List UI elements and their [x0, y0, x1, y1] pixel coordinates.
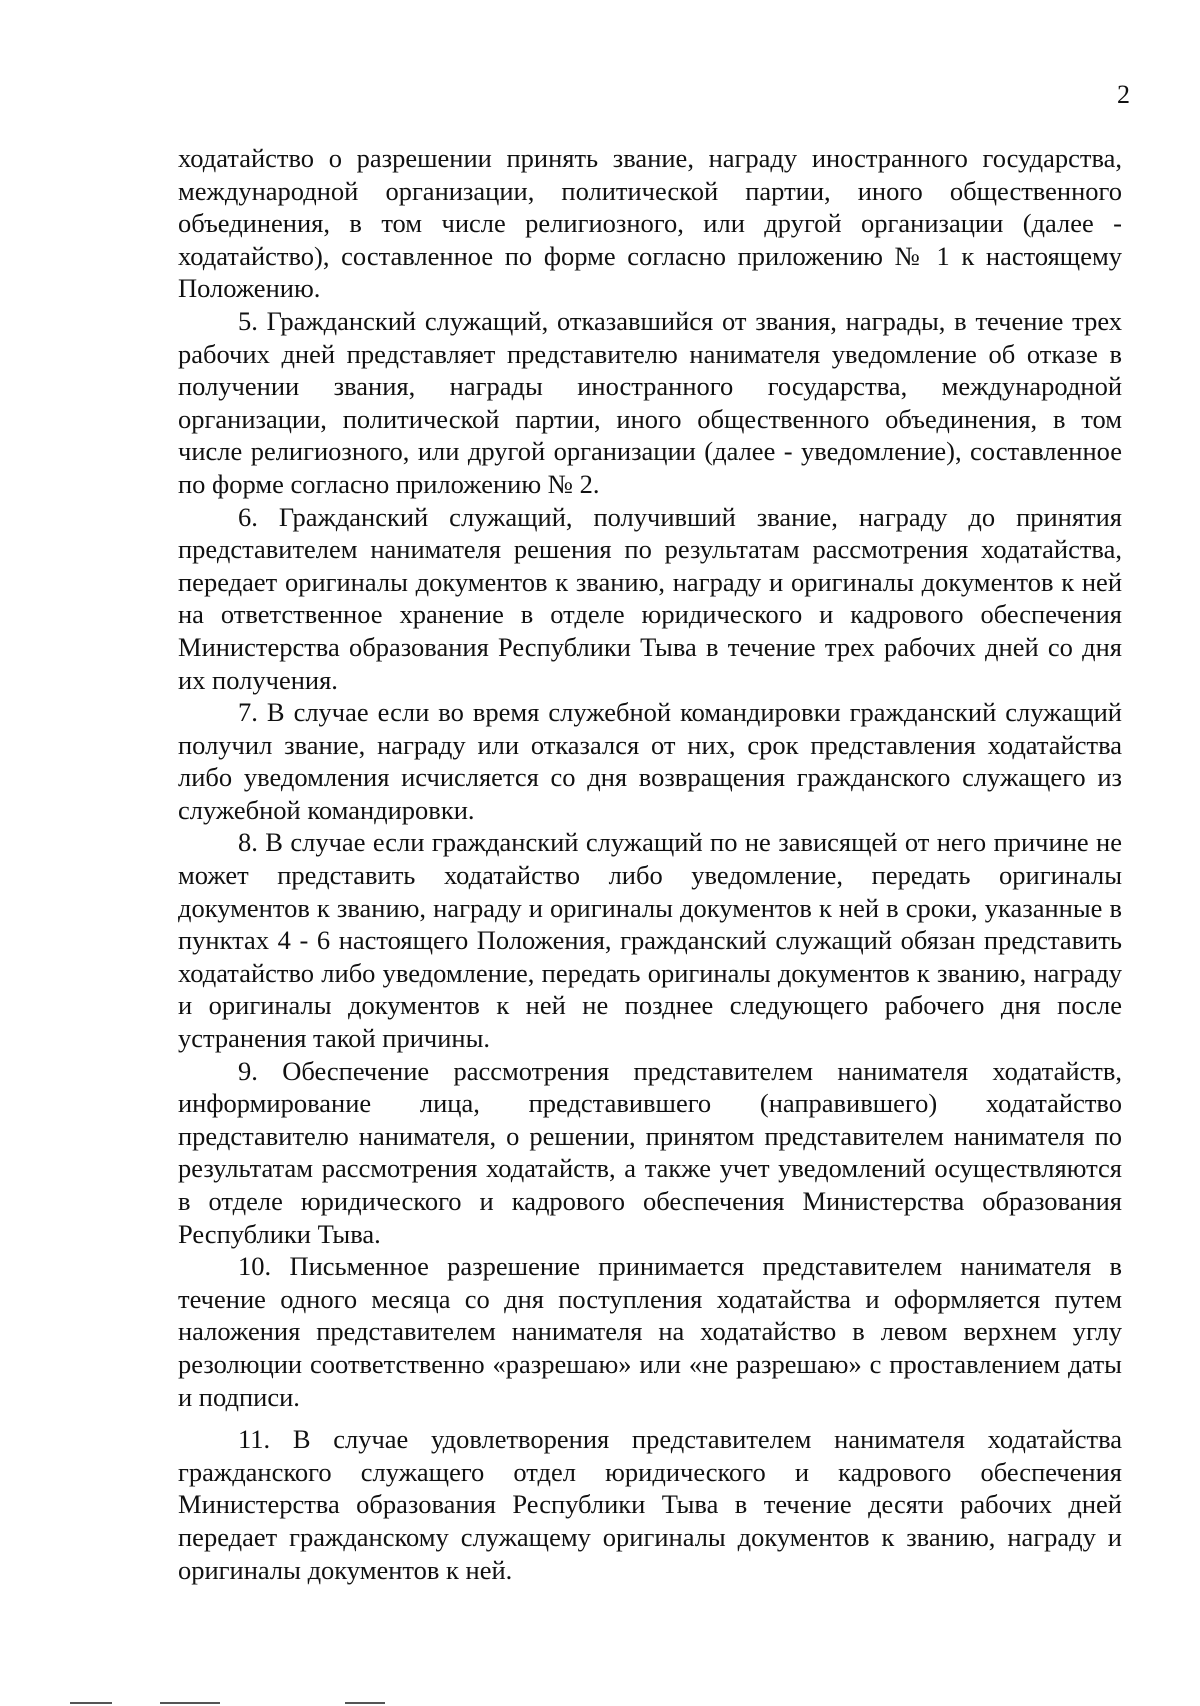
paragraph-item-8: 8. В случае если гражданский служащий по не зависящей от него причине не может представить ходатайство либо уведомление, передать оригиналы документов к званию, награду и оригиналы документов к ней в сроки, указанные в пунктах 4 - 6 настоящего Положения, гражданский служащий обязан представить ходатайство либо уведомление, передать оригиналы документов к званию, награду и оригиналы документов к ней не позднее следующего рабочего дня после устранения такой причины.	[178, 827, 1122, 1054]
page-number: 2	[1117, 80, 1130, 109]
paragraph-item-11: 11. В случае удовлетворения представителем нанимателя ходатайства гражданского служащего отдел юридического и кадрового обеспечения Министерства образования Республики Тыва в течение десяти рабочих дней передает гражданскому служащему оригиналы документов к званию, награду и оригиналы документов к ней.	[178, 1424, 1122, 1585]
scan-mark	[160, 1702, 220, 1704]
document-body	[178, 142, 1122, 1586]
scan-mark	[345, 1702, 385, 1704]
paragraph-item-6: 6. Гражданский служащий, получивший звание, награду до принятия представителем нанимателя решения по результатам рассмотрения ходатайства, передает оригиналы документов к званию, награду и оригиналы документов к ней на ответственное хранение в отделе юридического и кадрового обеспечения Министерства образования Республики Тыва в течение трех рабочих дней со дня их получения.	[178, 501, 1122, 695]
scan-edge-marks	[0, 1694, 1200, 1706]
paragraph-item-10: 10. Письменное разрешение принимается представителем нанимателя в течение одного месяца со дня поступления ходатайства и оформляется путем наложения представителем нанимателя на ходатайство в левом верхнем углу резолюции соответственно «разрешаю» или «не разрешаю» с проставлением даты и подписи.	[178, 1251, 1122, 1412]
paragraph-item-7: 7. В случае если во время служебной командировки гражданский служащий получил звание, награду или отказался от них, срок представления ходатайства либо уведомления исчисляется со дня возвращения гражданского служащего из служебной командировки.	[178, 697, 1122, 825]
paragraph-continuation: ходатайство о разрешении принять звание, награду иностранного государства, международной организации, политической партии, иного общественного объединения, в том числе религиозного, или другой организации (далее - ходатайство), составленное по форме согласно приложению № 1 к настоящему Положению.	[178, 143, 1122, 304]
scan-mark	[70, 1702, 112, 1704]
paragraph-item-5: 5. Гражданский служащий, отказавшийся от звания, награды, в течение трех рабочих дней представляет представителю нанимателя уведомление об отказе в получении звания, награды иностранного государства, международной организации, политической партии, иного общественного объединения, в том числе религиозного, или другой организации (далее - уведомление), составленное по форме согласно приложению № 2.	[178, 305, 1122, 499]
paragraph-item-9: 9. Обеспечение рассмотрения представителем нанимателя ходатайств, информирование лица, представившего (направившего) ходатайство представителю нанимателя, о решении, принятом представителем нанимателя по результатам рассмотрения ходатайств, а также учет уведомлений осуществляются в отделе юридического и кадрового обеспечения Министерства образования Республики Тыва.	[178, 1055, 1122, 1249]
